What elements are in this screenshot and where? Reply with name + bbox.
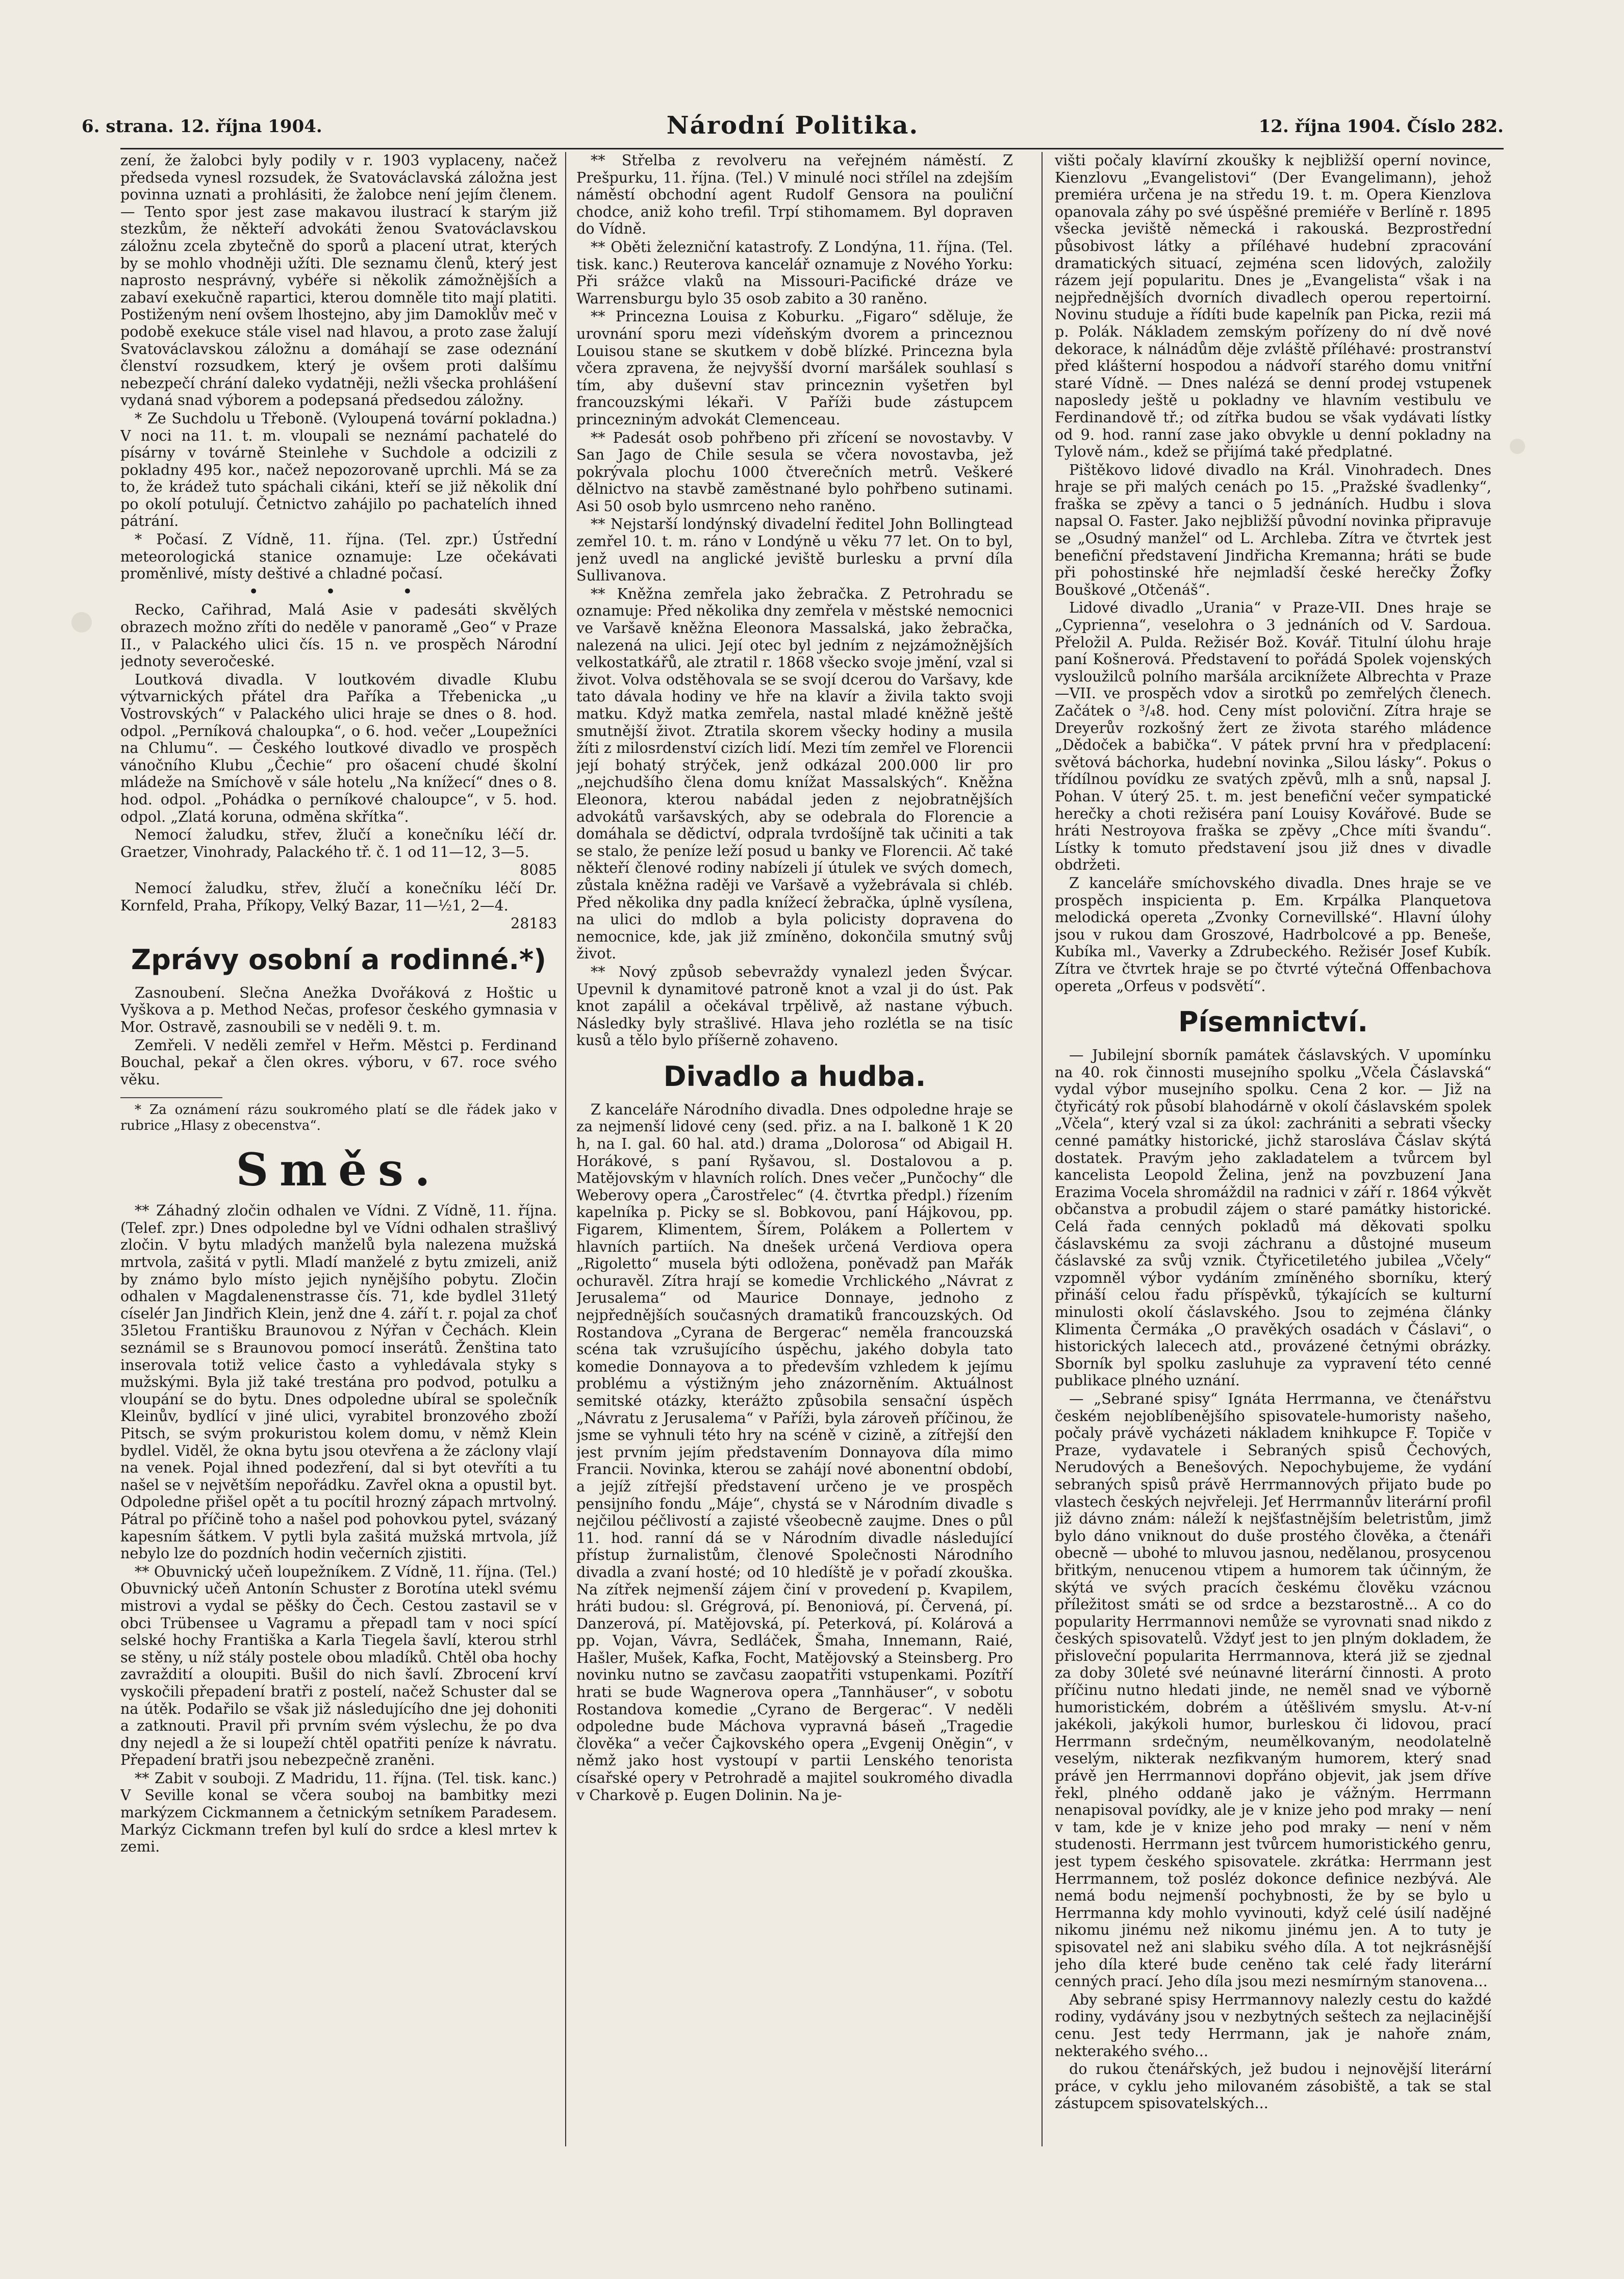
theatre-item: višti počaly klavírní zkoušky k nejbližší operní novince, Kienzlovu „Evangelistovi“ (Der Evangelimann), jehož premiéra určena je na středu 19. t. m. Opera Kienzlova opanovala záhy po své úspěšné premiéře v Berlíně r. 1895 všecka jeviště německá i rakouská. Bezprostřední působivost látky a příléhavé hudební zpracování dramatických situací, zejména scen lidových, založily rázem její popularitu. Dnes je „Evangelista“ však i na nejpřednějších dvorních divadlech operou repertoirní. Novinu studuje a řídíti bude kapelník pan Picka, rezii má p. Polák. Nákladem zemským pořízeny do ní dvě nové dekorace, k nálnádům děje zvláště příléhavé: prostranství před klášterní hospodou a nádvoří starého domu vnitřní staré Vídně. — Dnes nalézá se denní prodej vstupenek naposledy ještě u pokladny ve hlavním vestibulu ve Ferdinandově tř.; od zítřka budou se však vydávati lístky od 9. hod. ranní zase jako obvykle u denní pokladny na Tylově nám., kdež se přijímá také předplatné. xyxy=(1055,152,1491,461)
news-item: ** Padesát osob pohřbeno při zřícení se novostavby. V San Jago de Chile sesula se včera novostavba, jež pokrývala plochu 1000 čtverečních metrů. Veškeré dělnictvo na stavbě zaměstnané bylo pohřbeno sutinami. Asi 50 osob bylo usmrceno neho raněno. xyxy=(576,428,1013,515)
section-heading: Zprávy osobní a rodinné.*) xyxy=(131,943,546,976)
literature-item: — Jubilejní sborník památek čáslavských. V upomínku na 40. rok činnosti musejního spolku „Včela Čáslavská“ vydal výbor musejního spolku. Cena 2 kor. — Již na čtyřicátý rok působí blahodárně v okolí čáslavském spolek „Včela“, který vzal si za úkol: zachrániti a sebrati všecky cenné památky historické, jichž starosláva Čáslav skýtá dostatek. Pravým jeho zakladatelem a tvůrcem byl kancelista Leopold Želina, jenž na povzbuzení Jana Erazima Vocela shromáždil na radnici v září r. 1864 výkvět občanstva a probudil zájem o staré památky historické. Celá řada cenných pokladů má děkovati spolku čáslavskému za svoji záchranu a důstojné museum čáslavské za svůj vznik. Čtyřicetiletého jubilea „Včely“ vzpomněl výbor vydáním zmíněného sborníku, který přináší celou řadu příspěvků, týkajících se kulturní minulosti okolí čáslavského. Jsou to zejména články Klimenta Čermáka „O pravěkých osadách v Čáslavi“, o historických lalecech atd., provázené četnými obrázky. Sborník byl spolku zasluhuje za vypravení této cenné publikace plného uznání. xyxy=(1055,1046,1491,1389)
advertisement: Nemocí žaludku, střev, žlučí a konečníku léčí Dr. Kornfeld, Praha, Příkopy, Velký Bazar, 11—½1, 2—4. xyxy=(120,879,557,914)
section-heading: Písemnictví. xyxy=(1178,1006,1368,1039)
column-2 xyxy=(576,152,1013,2151)
news-item: ** Nový způsob sebevraždy vynalezl jeden Švýcar. Upevnil k dynamitové patroně knot a vzal ji do úst. Pak knot zapálil a očekával trpělivě, až nastane výbuch. Následky byly strašlivé. Hlava jeho rozlétla se na tisíc kusů a tělo bylo příšerně zohaveno. xyxy=(576,963,1013,1049)
paper-stain xyxy=(1510,439,1525,454)
news-item: Recko, Cařihrad, Malá Asie v padesáti skvělých obrazech možno zříti do neděle v panoramě „Geo“ v Praze II., v Palackého ulici čís. 15 n. ve prospěch Národní jednoty severočeské. xyxy=(120,601,557,670)
header-rule xyxy=(120,148,1504,149)
advertisement: Nemocí žaludku, střev, žlučí a konečníku léčí dr. Graetzer, Vinohrady, Palackého tř. č. 1 od 11—12, 3—5. xyxy=(120,826,557,860)
news-item: ** Kněžna zemřela jako žebračka. Z Petrohradu se oznamuje: Před několika dny zemřela v městské nemocnici ve Varšavě kněžna Eleonora Massalská, jako žebračka, nalezená na ulici. Její otec byl jedním z nejzámožnějších velkostatkářů, ale ztratil r. 1868 všecko svoje jmění, vzal si život. Volva odstěhovala se se svojí dcerou do Varšavy, kde tato dávala hodiny ve hře na klavír a živila takto svoji matku. Když matka zemřela, nastal mladé kněžně ještě smutnější život. Ztratila skorem všecky hodiny a musila žíti z milosrdenství cizích lidí. Mezi tím zemřel ve Florencii její bohatý strýček, jenž odkázal 200.000 lir pro „nejchudšího člena domu knížat Massalských“. Kněžna Eleonora, kterou nabádal jeden z nejobratnějších advokátů varšavských, aby se odebrala do Florencie a domáhala se dědictví, odprala tvrdošíjně tak učiniti a tak se stalo, že peníze leží posud u banky ve Florencii. Ač také někteří členové rodiny nabízeli jí útulek ve svých domech, zůstala kněžna raději ve Varšavě a vyžebrávala si chléb. Před několika dny padla knížecí žebračka, úplně vysílena, na ulici do mdlob a byla policisty dopravena do nemocnice, kde, jak již zmíněno, dokončila smutný svůj život. xyxy=(576,585,1013,963)
footnote-rule xyxy=(120,1097,222,1098)
masthead-title: Národní Politika. xyxy=(666,111,919,140)
news-item: ** Zabit v souboji. Z Madridu, 11. října. (Tel. tisk. kanc.) V Seville konal se včera souboj na bambitky mezi markýzem Cickmannem a četnickým setníkem Paradesem. Markýz Cickmann trefen byl kulí do srdce a klesl mrtev k zemi. xyxy=(120,1769,557,1856)
news-item: * Ze Suchdolu u Třeboně. (Vyloupená tovární pokladna.) V noci na 11. t. m. vloupali se neznámí pachatelé do písárny v továrně Steinlehe v Suchdole a odcizili z pokladny 495 kor., načež nepozorovaně uprchli. Má se za to, že krádež tuto spáchali cikáni, kteří se již několik dní po okolí potulují. Četnictvo zahájilo po pachatelích ihned pátrání. xyxy=(120,409,557,530)
header-page-date: 6. strana. 12. října 1904. xyxy=(82,116,322,137)
column-3 xyxy=(1055,152,1491,2151)
news-item: ** Nejstarší londýnský divadelní ředitel John Bollingtead zemřel 10. t. m. ráno v Londýně u věku 77 let. On to byl, jenž uvedl na anglické jeviště burlesku a první díla Sullivanova. xyxy=(576,515,1013,585)
news-item: Zemřeli. V neděli zemřel v Heřm. Městci p. Ferdinand Bouchal, pekař a člen okres. výboru, v 67. roce svého věku. xyxy=(120,1036,557,1088)
column-divider xyxy=(565,152,566,2146)
ad-code: 28183 xyxy=(511,915,557,932)
footnote: * Za oznámení rázu soukromého platí se dle řádek jako v rubrice „Hlasy z obecenstva“. xyxy=(120,1102,557,1134)
section-heading: Divadlo a hudba. xyxy=(663,1060,926,1093)
weather-item: * Počasí. Z Vídně, 11. října. (Tel. zpr.) Ústřední meteorologická stanice oznamuje: Lze očekávati proměnlivé, místy deštivé a chladné počasí. xyxy=(120,530,557,583)
theatre-item: Z kanceláře smíchovského divadla. Dnes hraje se ve prospěch inspicienta p. Em. Krpálka Planquetova melodická opereta „Zvonky Cornevillské“. Hlavní úlohy jsou v rukou dam Groszové, Hadrbolcové a pp. Beneše, Kubíka ml., Vaverky a Zdrubeckého. Režisér Josef Kubík. Zítra ve čtvrtek hraje se po čtvrté výtečná Offenbachova opereta „Orfeus v podsvětí“. xyxy=(1055,874,1491,995)
ad-code: 8085 xyxy=(520,861,557,879)
news-item: ** Oběti železniční katastrofy. Z Londýna, 11. října. (Tel. tisk. kanc.) Reuterova kancelář oznamuje z Nového Yorku: Při srážce vlaků na Missouri-Pacifické dráze ve Warrensburgu bylo 35 osob zabito a 30 raněno. xyxy=(576,238,1013,307)
news-item: Loutková divadla. V loutkovém divadle Klubu výtvarnických přátel dra Paříka a Třebenicka „u Vostrovských“ v Palackého ulici hraje se dnes o 8. hod. odpol. „Perníková chaloupka“, o 6. hod. večer „Loupežníci na Chlumu“. — Českého loutkové divadlo ve prospěch vánočního Klubu „Čechie“ pro ošacení chudé školní mládeže na Smíchově v sále hotelu „Na knížecí“ dnes o 8. hod. odpol. „Pohádka o perníkové chaloupce“, v 5. hod. odpol. „Zlatá koruna, odměna skřítka“. xyxy=(120,670,557,825)
literature-item: Aby sebrané spisy Herrmannovy nalezly cestu do každé rodiny, vydávány jsou v nezbytných seštech za nejlacinější cenu. Jest tedy Herrmann, jak je nahoře znám, nekterakého svého... xyxy=(1055,1990,1491,2060)
literature-item: — „Sebrané spisy“ Ignáta Herrmanna, ve čtenářstvu českém nejoblíbenějšího spisovatele-humoristy našeho, počaly právě vycházeti nákladem knihkupce F. Topiče v Praze, vydavatele i Sebraných spisů Čechových, Nerudových a Benešových. Nepochybujeme, že vydání sebraných spisů právě Herrmannových přijato bude po vlastech českých nejvřeleji. Jeť Herrmannův literární profil již dávno znám: náleží k nejšťastnějším beletristům, jimž bylo dáno vniknout do duše prostého člověka, a čtenáři obecně — ubohé to mluvou jasnou, nedělanou, prosycenou břitkým, nenucenou vtipem a humorem tak účinným, že skýtá ve svých pracích českému člověku vzácnou příležitost smáti se od srdce a bezstarostně... A co do popularity Herrmannovi nemůže se vyrovnati snad nikdo z českých spisovatelů. Vždyť jest to jen plným dokladem, že přisloveční popularita Herrmannova, která již se zjednal za doby 30leté své neúnavné literární činnosti. A proto příčinu nutno hledati jinde, ne neměl snad ve výborně humoristickém, dobrém a útěšlivém smyslu. At-v-ní jakékoli, jakýkoli humor, burleskou či lidovou, prací Herrmann srdečným, neumělkovaným, neodolatelně veselým, nikterak nezfikvaným humorem, který snad právě jen Herrmannovi dopřáno objevit, jak jsem dříve řekl, plného oddaně jako je vážným. Herrmann nenapisoval povídky, ale je v knize jeho pod mraky — není v tam, kde je v knize jeho pod mraky — není v něm studenosti. Herrmann jest tvůrcem humoristického genru, jest typem českého spisovatele. zkrátka: Herrmann jest Herrmannem, tož posléz dokonce definice nezbývá. Ale nemá bodu nejmenší pochybnosti, že by se bylo u Herrmanna kdy mohlo vyvinouti, když celé úsilí nadějné nikomu jinému než nikomu jinému jen. A to tuty je spisovatel než ani slabiku svého díla. A tot nejkrásnější jeho díla které bude ceněno tak celé řady literární cenných prací. Jeho díla jsou mezi nesmírným stanovena... xyxy=(1055,1389,1491,1990)
theatre-item: Z kanceláře Národního divadla. Dnes odpoledne hraje se za nejmenší lidové ceny (sed. přiz. a na I. balkoně 1 K 20 h, na I. gal. 60 hal. atd.) drama „Dolorosa“ od Abigail H. Horákové, s paní Ryšavou, sl. Dostalovou a p. Matějovským v hlavních rolích. Dnes večer „Punčochy“ dle Weberovy opera „Čarostřelec“ (4. čtvrtka předpl.) řízením kapelníka p. Picky se sl. Bobkovou, paní Hájkovou, pp. Figarem, Klimentem, Šírem, Polákem a Pollertem v hlavních partiích. Na dnešek určená Verdiova opera „Rigoletto“ musela býti odložena, poněvadž pan Mařák ochuravěl. Zítra hrají se komedie Vrchlického „Návrat z Jerusalema“ od Maurice Donnaye, jednoho z nejpřednějších současných dramatiků francouzských. Od Rostandova „Cyrana de Bergerac“ neměla francouzská scéna tak vzrušujícího úspěchu, jakého dobyla tato komedie Donnayova a to především vzhledem k jejímu problému a výstižným jeho znázorněním. Aktuálnost semitské otázky, kterážto způsobila sensační úspěch „Návratu z Jerusalema“ v Paříži, byla zároveň příčinou, že jsme se vyhnuli této hry na scéně v cizině, a zítřejší den jest prvním jejím představením Donnayova díla mimo Francii. Novinka, kterou se zahájí nové abonentní období, a jejíž zítřejší představení určeno je ve prospěch pensijního fondu „Máje“, chystá se v Národním divadle s nejčilou péčlivostí a zajisté všeobecně zaujme. Dnes o půl 11. hod. ranní dá se v Národním divadle následující přístup žurnalistům, členové Společnosti Národního divadla a zvaní hosté; od 10 hledíště je v pořadí zkouška. Na zítřek nejmenší zájem činí v provedení p. Kvapilem, hráti budou: sl. Grégrová, pí. Benoniová, pí. Červená, pí. Danzerová, pí. Matějovská, pí. Peterková, pí. Kolárová a pp. Vojan, Vávra, Sedláček, Šmaha, Innemann, Raié, Hašler, Mušek, Kafka, Focht, Matějovský a Steinsberg. Pro novinku nutno se zavčasu zaopatřiti vstupenkami. Pozítří hrati se bude Wagnerova opera „Tannhäuser“, v sobotu Rostandova komedie „Cyrano de Bergerac“. V neděli odpoledne bude Máchova vypravná báseň „Tragedie člověka“ a večer Čajkovského opera „Evgenij Oněgin“, v němž jako host vystoupí v partii Lenského tenorista císařské opery v Petrohradě a majitel soukromého divadla v Charkově p. Eugen Dolinin. Na je- xyxy=(576,1100,1013,1804)
header-issue-number: 12. října 1904. Číslo 282. xyxy=(1258,116,1504,137)
running-header xyxy=(82,111,1504,147)
separator-dots: • • • xyxy=(248,581,443,602)
news-item: ** Princezna Louisa z Koburku. „Figaro“ sděluje, že urovnání sporu mezi vídeňským dvorem a princeznou Louisou stane se skutkem v době blízké. Princezna byla včera zpravena, že nejvyšší dvorní maršálek souhlasí s tím, aby duševní stav princeznin vyšetřen byl francouzskými lékaři. V Paříži bude zástupcem princezniným advokát Clemenceau. xyxy=(576,308,1013,428)
column-divider xyxy=(1042,152,1043,2146)
literature-item: do rukou čtenářských, jež budou i nejnovější literární práce, v cyklu jeho milovaném zásobiště, a tak se stal zástupcem spisovatelských... xyxy=(1055,2060,1491,2112)
paper-stain xyxy=(71,612,92,632)
news-item: ** Záhadný zločin odhalen ve Vídni. Z Vídně, 11. října. (Telef. zpr.) Dnes odpoledne byl ve Vídni odhalen strašlivý zločin. V bytu mladých manželů byla nalezena mužská mrtvola, zašitá v pytli. Mladí manželé z bytu zmizeli, aniž by známo bylo místo jejich nynějšího pobytu. Zločin odhalen v Magdalenenstrasse čís. 71, kde bydlel 31letý císelér Jan Jindřich Klein, jenž dne 4. září t. r. pojal za choť 35letou Františku Braunovou z Nýřan v Čechách. Klein seznámil se s Braunovou pomocí inserátů. Ženština tato inserovala totiž velice často a vyhledávala styky s mužskými. Byla již také trestána pro podvod, potulku a vloupání se do bytu. Dnes odpoledne ubíral se společník Kleinův, bydlící v jiné ulici, vyrabitel bronzového zboží Pitsch, se svým prokuristou kolem domu, v němž Klein bydlel. Viděl, že okna bytu jsou otevřena a že záclony vlají na venek. Pojal ihned podezření, dal si byt otevříti a tu našel se v největším nepořádku. Zavřel okna a opustil byt. Odpoledne přišel opět a tu pocítil hrozný zápach mrtvolný. Pátral po příčině toho a našel pod pohovkou pytel, svázaný kapesním šátkem. V pytli byla zašitá mužská mrtvola, jíž nebylo lze do pozdních hodin večerních zjistiti. xyxy=(120,1202,557,1562)
article-text: zení, že žalobci byly podily v r. 1903 vyplaceny, načež předseda vynesl rozsudek, že Svatováclavská záložna jest povinna uznati a prohlásiti, že žalobce není jejím členem. — Tento spor jest zase makavou ilustrací k starým již stezkům, že někteří advokáti ženou Svatováclavskou záložnu zcela zbytečně do sporů a placení utrat, kterých by se mohlo vhodněji užíti. Dle seznamu členů, který jest naprosto nesprávný, vybéře si několik zámožnějších a zabaví exekučně rapartici, kterou domněle tito mají platiti. Postiženým není ovšem lhostejno, aby jim Damoklův meč v podobě exekuce stále visel nad hlavou, a proto zase žalují Svatováclavskou záložnu a domáhají se zase odeznání členství rozsudkem, který je ovšem proti dalšímu nebezpečí chrání daleko vydatněji, nežli všecka prohlášení vydaná snad výborem a podepsaná předsedou záložny. xyxy=(120,152,557,409)
theatre-item: Pištěkovo lidové divadlo na Král. Vinohradech. Dnes hraje se při malých cenách po 15. „Pražské švadlenky“, fraška se zpěvy a tanci o 5 jednáních. Hudbu i slova napsal O. Faster. Jako nejbližší původní novinka připravuje se „Osudný manžel“ od L. Archleba. Zítra ve čtvrtek jest benefiční představení Jindřicha Kremanna; hráti se bude při pohostinské hře nejmladší české herečky Žofky Bouškové „Otčenáš“. xyxy=(1055,461,1491,598)
section-heading: Směs. xyxy=(236,1143,442,1197)
theatre-item: Lidové divadlo „Urania“ v Praze-VII. Dnes hraje se „Cyprienna“, veselohra o 3 jednáních od V. Sardoua. Přeložil A. Pulda. Režisér Bož. Kovář. Titulní úlohu hraje paní Košnerová. Představení to pořádá Spolek vojenských vysloužilců polního maršála arciknížete Albrechta v Praze—VII. ve prospěch vdov a sirotků po zemřelých členech. Začátek o ³/₄8. hod. Ceny míst poloviční. Zítra hraje se Dreyerův rozkošný žert ze života starého mládence „Dědoček a babička“. V pátek první hra v předplacení: světová báchorka, hudební novinka „Silou lásky“. Pokus o třídílnou povídku ze svatých zpěvů, mlh a snů, napsal J. Pohan. V úterý 25. t. m. jest benefiční večer sympatické herečky a choti režiséra paní Louisy Kovářové. Bude se hráti Nestroyova fraška se zpěvy „Chce míti švandu“. Lístky k tomuto představení jsou již dnes v divadle obdržeti. xyxy=(1055,599,1491,874)
news-item: Zasnoubení. Slečna Anežka Dvořáková z Hoštic u Vyškova a p. Method Nečas, profesor českého gymnasia v Mor. Ostravě, zasnoubili se v neděli 9. t. m. xyxy=(120,983,557,1035)
column-1 xyxy=(120,152,557,2151)
news-item: ** Střelba z revolveru na veřejném náměstí. Z Prešpurku, 11. října. (Tel.) V minulé noci střílel na zdejším náměstí obchodní agent Rudolf Gensora na pouliční chodce, aniž koho trefil. Trpí stihomamem. Byl dopraven do Vídně. xyxy=(576,152,1013,238)
news-item: ** Obuvnický učeň loupežníkem. Z Vídně, 11. října. (Tel.) Obuvnický učeň Antonín Schuster z Borotína utekl svému mistrovi a vydal se pěšky do Čech. Cestou zastavil se v obci Trübensee u Vagramu a přepadl tam v noci spící selské hochy Františka a Karla Tiegela šavlí, kterou strhl se stěny, u níž stály postele obou mladíků. Chtěl oba hochy zavraždití a oloupiti. Bušil do nich šavlí. Zbrocení krví vyskočili přepadení bratři z postelí, načež Schuster dal se na útěk. Podařilo se však již následujícího dne jej dohoniti a zatknouti. Pravil při prvním svém výslechu, že po dva dny nejedl a že si loupeží chtěl opatřiti peníze k návratu. Přepadení bratři jsou nebezpečně zraněni. xyxy=(120,1562,557,1769)
